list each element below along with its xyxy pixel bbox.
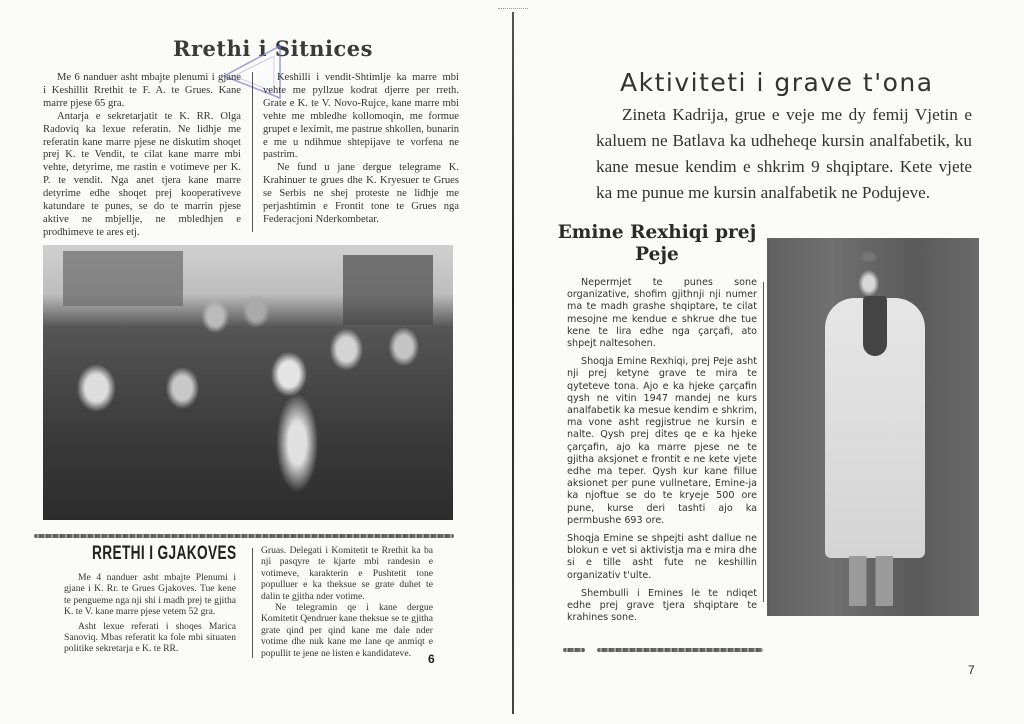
paragraph: Shoqja Emine Rexhiqi, prej Peje asht nji prej ketyne grave te mira te qyteteve tona. Ajo e ka hjeke çarçafin qysh ne vitin 1947 mandej ne kurs analfabetik ka mesue kendim e shkrim, ma vone asht regjistrue ne kursin e nalte. Qysh prej dites qe e ka hjeke çarçafin, ajo ka marre pjese ne te gjitha aksjonet e frontit e ne kete vjete edhe ma teper. Qysh kur kane fillue aksionet per pune vullnetare, Emine-ja ka njoftue se do te kryeje 500 ore pune, kurse deri tashti ajo ka permbushe 693 ore. — [567, 356, 757, 526]
group-of-women-photo — [43, 245, 453, 520]
paragraph: Antarja e sekretarjatit te K. RR. Olga Radoviq ka lexue referatin. Ne lidhje me referatin kane marre pjese ne diskutim shoqet prej K. te Vendit, te cilat kane marre mbi vehte, detyrime, me rastin e votimeve per K. P. te vendit. Nga anet tjera kane marre detyrime edhe shoqet prej kooperativeve katundare te punes, se do te marrin pjese aktive ne mbjellje, ne mbledhjen e prodhimeve te ares etj. — [43, 110, 241, 238]
paragraph: Nepermjet te punes sone organizative, shofim gjithnji nji numer ma te madh grashe shqiptare, te cilat mesojne me kendue e shkrue dhe tue kene te lira edhe nga çarçafi, ato shpejt naltesohen. — [567, 277, 757, 350]
book-spine — [512, 12, 514, 714]
paragraph: Me 6 nanduer asht mbajte plenumi i gjane i Keshillit Rrethit te F. A. te Grues. Kane marre pjese 65 gra. — [43, 72, 241, 109]
activities-heading: Aktiviteti i grave t'ona — [620, 68, 934, 97]
emine-heading: Emine Rexhiqi prej Peje — [557, 222, 757, 265]
left-page — [0, 0, 510, 724]
paragraph: Keshilli i vendit-Shtimlje ka marre mbi vehte me pyllzue kodrat djerre per rreth. Grate e K. te V. Novo-Rujce, kane marre mbi vehte me mbledhe kollomoqin, me formue grupet e leximit, me pastrue shkollen, bunarin e me u ndihmue shtepijave te vorfena ne pastrim. — [263, 72, 459, 161]
activities-article — [596, 102, 972, 206]
paragraph: Asht lexue referati i shoqes Marica Sanoviq. Mbas referatit ka fole mbi situaten politike sekretarja e K. te RR. — [64, 620, 236, 655]
paragraph: Ne fund u jane dergue telegrame K. Krahinuer te grues dhe K. Kryesuer te Grues se Serbis ne shej protestе ne lidhje me perjashtimin e Frontit tone te Grues nga Federacjoni Nderkombetar. — [263, 162, 459, 225]
paragraph: Ne telegramin qe i kane dergue Komitetit Qendruer kane theksue se te gjitha grate qind per qind kane me dale nder votime dhe nuk kane me lane qe anmiqt e popullit te jene ne listen e kandidateve. — [261, 602, 433, 659]
sitnica-heading: Rrethi i Sitnices — [173, 36, 373, 61]
paragraph: Shembulli i Emines le te ndiqet edhe prej grave tjera shqiptare te krahines sone. — [567, 587, 757, 624]
photo-background-door — [343, 255, 433, 325]
sitnica-column-1 — [43, 72, 241, 240]
photo-figure-scarf — [863, 296, 887, 356]
decorative-divider — [34, 534, 454, 538]
column-divider — [252, 72, 253, 232]
gjakova-column-1 — [64, 572, 236, 655]
photo-background-window — [63, 251, 183, 306]
column-divider — [252, 548, 253, 658]
gjakova-heading: RRETHI I GJAKOVES — [92, 543, 237, 564]
paragraph: Me 4 nanduer asht mbajte Plenumi i gjane i K. Rr. te Grues Gjakoves. Tue kene te pengueme nga nji shi i madh prej te gjitha K. te V. kane marre pjese vetem 52 gra. — [64, 572, 236, 618]
paragraph: Zineta Kadrija, grue e veje me dy femij Vjetin e kaluem ne Batlava ka udheheqe kursin analfabetik, ku kane mesue kendim e shkrim 9 shqiptare. Kete vjete ka me punue me kursin analfabetik ne Podujeve. — [596, 105, 972, 202]
decorative-divider — [563, 648, 585, 652]
portrait-of-emine-photo — [767, 238, 979, 616]
paragraph: Gruas. Delegati i Komitetit te Rrethit ka ba nji pasqyre te kjarte mbi randesin e votimeve, karakterin e Pushtetit tone populluer e ka theksue se grate duhet te dalin te gjitha nder votime. — [261, 545, 433, 602]
photo-figure-legs — [849, 556, 893, 606]
column-divider — [763, 282, 764, 602]
page-number: 6 — [428, 652, 435, 666]
paragraph: Shoqja Emine se shpejti asht dallue ne blokun e vet si aktivistja ma e mira dhe si e tille asht fute ne keshillin organizativ t'ulte. — [567, 533, 757, 581]
gjakova-column-2 — [261, 545, 433, 659]
page-number: 7 — [968, 663, 975, 677]
emine-article — [567, 277, 757, 624]
sitnica-column-2 — [263, 72, 459, 227]
decorative-divider — [597, 648, 763, 652]
